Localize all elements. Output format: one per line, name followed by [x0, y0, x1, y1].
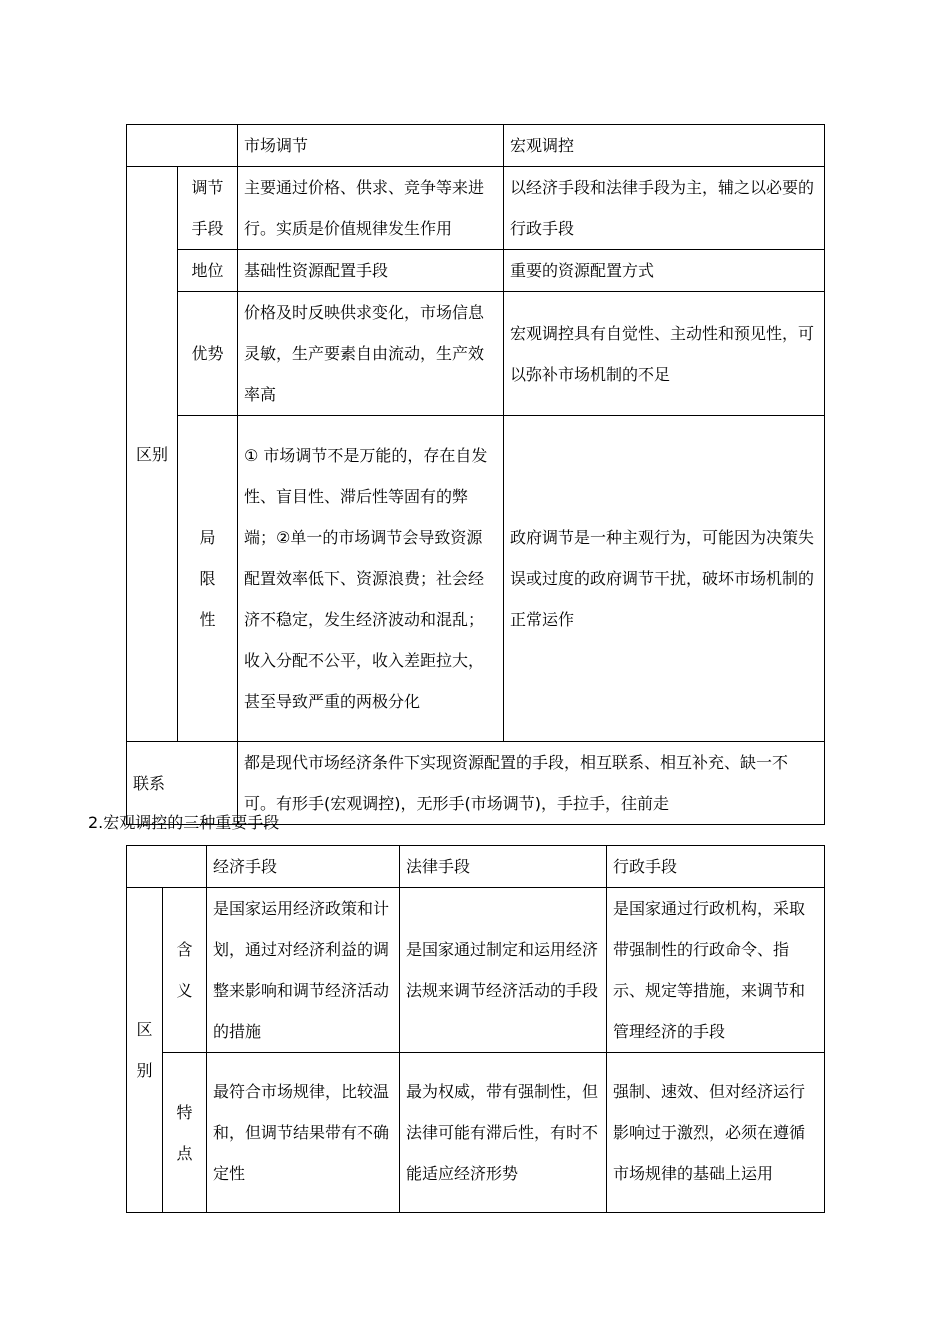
- header-legal: 法律手段: [400, 846, 607, 888]
- table-row: [127, 167, 825, 250]
- header-market: 市场调节: [238, 125, 504, 167]
- cell-administrative: 强制、速效、但对经济运行影响过于激烈，必须在遵循市场规律的基础上运用: [607, 1053, 825, 1213]
- header-macro: 宏观调控: [504, 125, 825, 167]
- table-row: [127, 1053, 825, 1213]
- cell-administrative: 是国家通过行政机构，采取带强制性的行政命令、指示、规定等措施，来调节和管理经济的手段: [607, 888, 825, 1053]
- section-caption: 2.宏观调控的三种重要手段: [88, 813, 280, 832]
- cell-market: 价格及时反映供求变化，市场信息灵敏，生产要素自由流动，生产效率高: [238, 292, 504, 416]
- row-label: 优势: [178, 292, 238, 416]
- row-label-link: 联系: [127, 742, 238, 825]
- row-label: 调节 手段: [178, 167, 238, 250]
- group-label-difference: 区 别: [127, 888, 163, 1213]
- row-label: 特 点: [163, 1053, 207, 1213]
- cell-link: 都是现代市场经济条件下实现资源配置的手段，相互联系、相互补充、缺一不可。有形手(宏观调控)，无形手(市场调节)，手拉手，往前走: [238, 742, 825, 825]
- header-administrative: 行政手段: [607, 846, 825, 888]
- cell-market: 基础性资源配置手段: [238, 250, 504, 292]
- group-label-difference: 区别: [127, 167, 178, 742]
- cell-economic: 是国家运用经济政策和计划，通过对经济利益的调整来影响和调节经济活动的措施: [207, 888, 400, 1053]
- row-label: 局 限 性: [178, 416, 238, 742]
- cell-legal: 是国家通过制定和运用经济法规来调节经济活动的手段: [400, 888, 607, 1053]
- cell-macro: 宏观调控具有自觉性、主动性和预见性，可以弥补市场机制的不足: [504, 292, 825, 416]
- table-header-row: [127, 125, 825, 167]
- market-vs-macro-table: [126, 124, 825, 825]
- cell-legal: 最为权威，带有强制性，但法律可能有滞后性，有时不能适应经济形势: [400, 1053, 607, 1213]
- row-label: 地位: [178, 250, 238, 292]
- table-row: [127, 416, 825, 742]
- header-empty-cell: [127, 125, 238, 167]
- row-label: 含 义: [163, 888, 207, 1053]
- cell-market: ① 市场调节不是万能的，存在自发性、盲目性、滞后性等固有的弊端；②单一的市场调节会导致资源配置效率低下、资源浪费；社会经济不稳定，发生经济波动和混乱；收入分配不公平，收入差距拉大，甚至导致严重的两极分化: [238, 416, 504, 742]
- cell-macro: 以经济手段和法律手段为主，辅之以必要的行政手段: [504, 167, 825, 250]
- three-means-table: [126, 845, 825, 1213]
- cell-macro: 重要的资源配置方式: [504, 250, 825, 292]
- table-header-row: [127, 846, 825, 888]
- header-economic: 经济手段: [207, 846, 400, 888]
- cell-market: 主要通过价格、供求、竞争等来进行。实质是价值规律发生作用: [238, 167, 504, 250]
- cell-economic: 最符合市场规律，比较温和，但调节结果带有不确定性: [207, 1053, 400, 1213]
- table-row: [127, 888, 825, 1053]
- table-row: [127, 292, 825, 416]
- table-row: [127, 250, 825, 292]
- header-empty-cell: [127, 846, 207, 888]
- cell-macro: 政府调节是一种主观行为，可能因为决策失误或过度的政府调节干扰，破坏市场机制的正常运作: [504, 416, 825, 742]
